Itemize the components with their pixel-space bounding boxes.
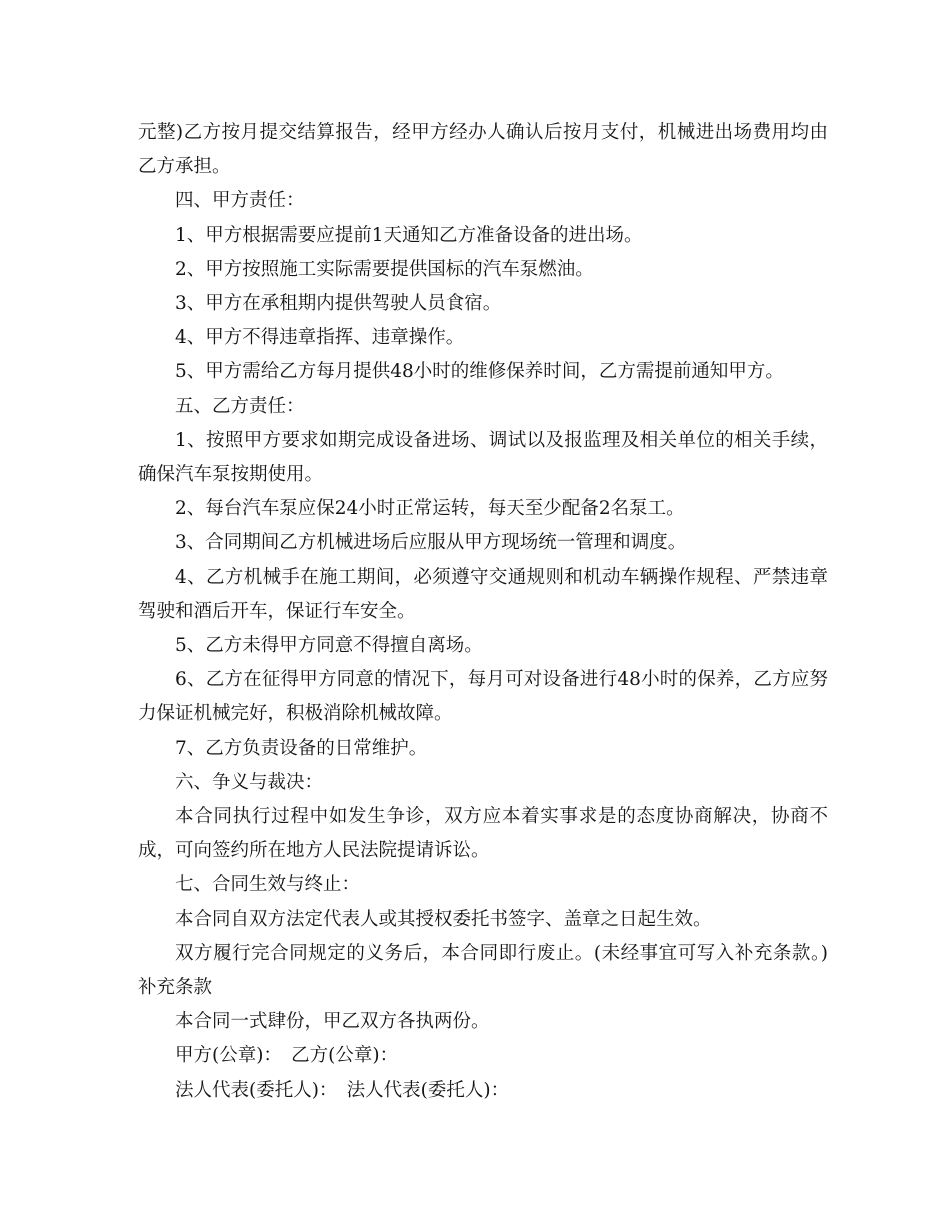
party-a-duty-5: 5、甲方需给乙方每月提供48小时的维修保养时间，乙方需提前通知甲方。 [175, 361, 784, 383]
seal-line: 甲方(公章)： 乙方(公章)： [175, 1045, 399, 1067]
representative-line: 法人代表(委托人)： 法人代表(委托人)： [175, 1079, 510, 1101]
heading-party-a-duties: 四、甲方责任： [175, 190, 305, 212]
copies-clause: 本合同一式肆份，甲乙双方各执两份。 [175, 1011, 490, 1033]
heading-effect-termination: 七、合同生效与终止： [175, 874, 361, 896]
party-a-duty-3: 3、甲方在承租期内提供驾驶人员食宿。 [175, 293, 502, 315]
party-a-duty-2: 2、甲方按照施工实际需要提供国标的汽车泵燃油。 [175, 258, 594, 280]
heading-party-b-duties: 五、乙方责任： [175, 395, 305, 417]
party-b-duty-1: 1、按照甲方要求如期完成设备进场、调试以及报监理及相关单位的相关手续，确保汽车泵按期使用。 [138, 429, 828, 486]
heading-dispute-resolution: 六、争义与裁决： [175, 771, 324, 793]
paragraph-payment-terms: 元整)乙方按月提交结算报告，经甲方经办人确认后按月支付，机械进出场费用均由乙方承担。 [138, 122, 828, 178]
party-b-duty-4: 4、乙方机械手在施工期间，必须遵守交通规则和机动车辆操作规程、严禁违章驾驶和酒后开车，保证行车安全。 [138, 566, 828, 622]
party-b-duty-6: 6、乙方在征得甲方同意的情况下，每月可对设备进行48小时的保养，乙方应努力保证机械完好，积极消除机械故障。 [138, 669, 828, 725]
effect-clause: 本合同自双方法定代表人或其授权委托书签字、盖章之日起生效。 [175, 908, 712, 930]
document-body [138, 116, 828, 1108]
party-b-duty-7: 7、乙方负责设备的日常维护。 [175, 737, 428, 759]
dispute-clause: 本合同执行过程中如发生争诊，双方应本着实事求是的态度协商解决，协商不成，可向签约所在地方人民法院提请诉讼。 [138, 806, 828, 862]
party-b-duty-2: 2、每台汽车泵应保24小时正常运转，每天至少配备2名泵工。 [175, 498, 685, 520]
party-b-duty-3: 3、合同期间乙方机械进场后应服从甲方现场统一管理和调度。 [175, 532, 687, 554]
party-a-duty-1: 1、甲方根据需要应提前1天通知乙方准备设备的进出场。 [175, 224, 643, 246]
party-a-duty-4: 4、甲方不得违章指挥、违章操作。 [175, 327, 465, 349]
termination-clause: 双方履行完合同规定的义务后，本合同即行废止。(未经事宜可写入补充条款。) 补充条款 [138, 942, 828, 999]
party-b-duty-5: 5、乙方未得甲方同意不得擅自离场。 [175, 635, 483, 657]
